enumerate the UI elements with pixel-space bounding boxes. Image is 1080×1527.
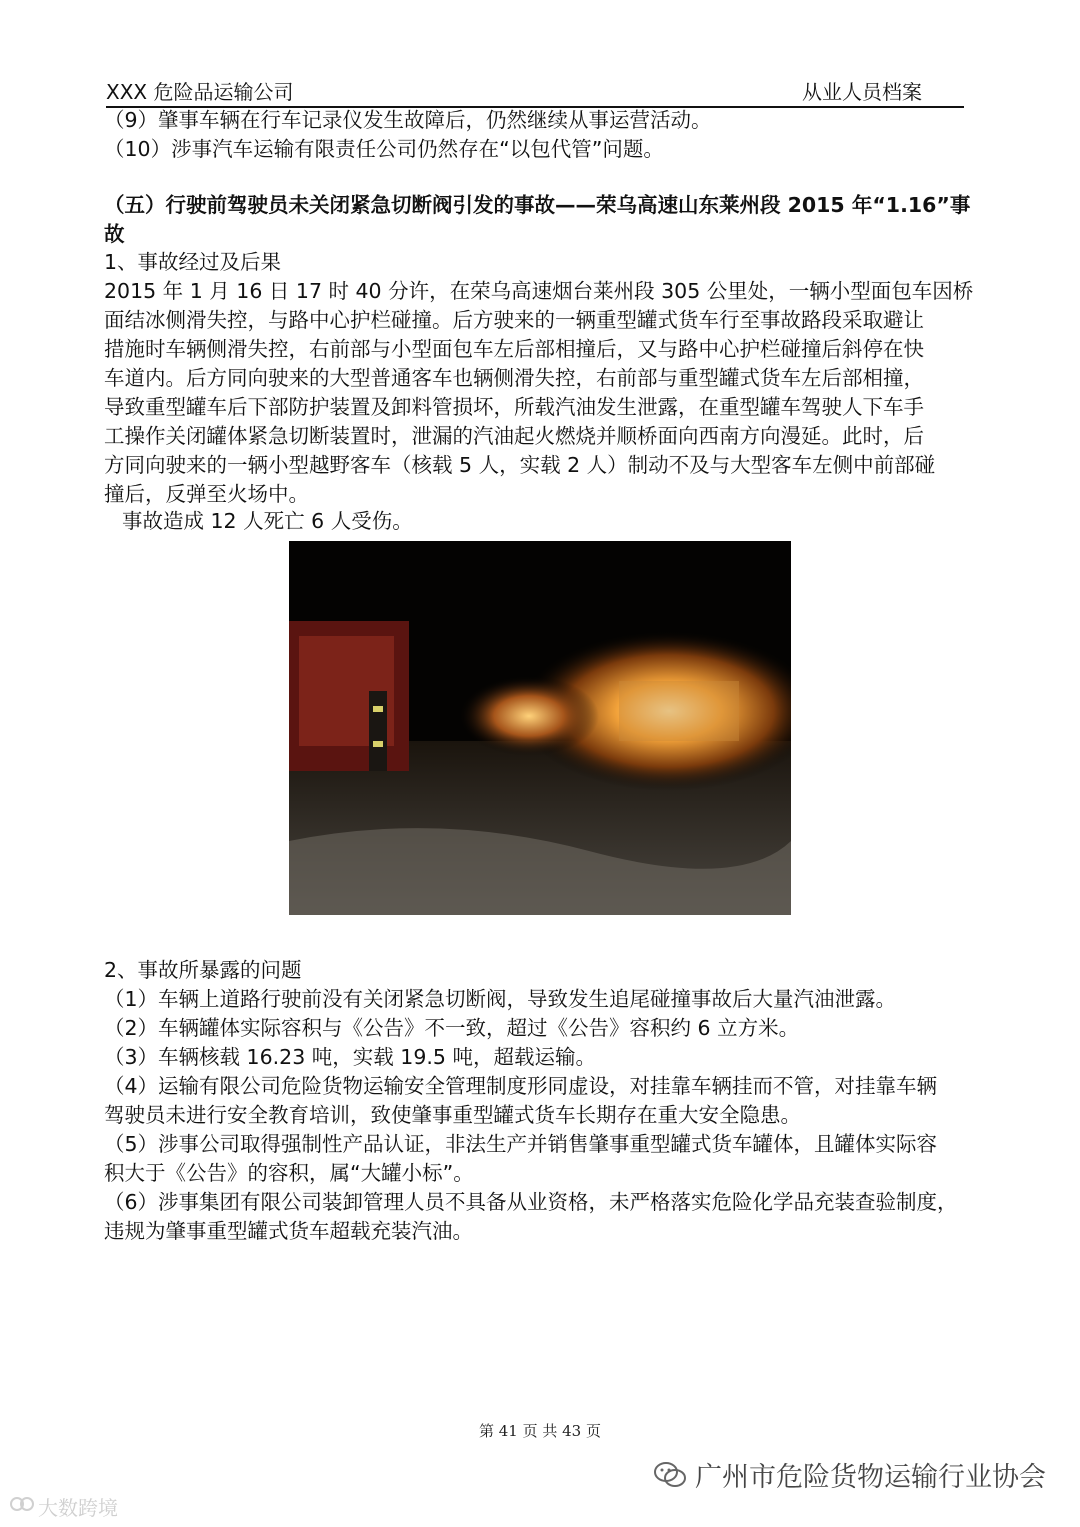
brand-logo-icon: [10, 1494, 34, 1519]
accident-photo: [289, 541, 791, 915]
para-line: 方同向驶来的一辆小型越野客车（核载 5 人，实载 2 人）制动不及与大型客车左侧中前部碰: [104, 453, 936, 477]
watermark-text: 广州市危险货物运输行业协会: [695, 1462, 1046, 1493]
section-heading: （五）行驶前驾驶员未关闭紧急切断阀引发的事故——荣乌高速山东莱州段 2015 年“1.16”事故: [104, 193, 971, 246]
para-line: 面结冰侧滑失控，与路中心护栏碰撞。后方驶来的一辆重型罐式货车行至事故路段采取避让: [104, 308, 924, 332]
brand-watermark-text: 大数跨境: [38, 1496, 118, 1520]
para-line: 车道内。后方同向驶来的大型普通客车也辆侧滑失控，右前部与重型罐式货车左后部相撞，: [104, 366, 924, 390]
problem-item: （6）涉事集团有限公司装卸管理人员不具备从业资格，未严格落实危险化学品充装查验制度，: [104, 1190, 958, 1214]
problem-item: （2）车辆罐体实际容积与《公告》不一致，超过《公告》容积约 6 立方米。: [104, 1016, 800, 1040]
para-line: 2015 年 1 月 16 日 17 时 40 分许，在荣乌高速烟台莱州段 305 公里处，一辆小型面包车因桥: [104, 279, 974, 303]
problem-item: 积大于《公告》的容积，属“大罐小标”。: [104, 1161, 474, 1185]
page-header: [106, 78, 964, 108]
problem-item: （1）车辆上道路行驶前没有关闭紧急切断阀，导致发生追尾碰撞事故后大量汽油泄露。: [104, 987, 897, 1011]
item-10: （10）涉事汽车运输有限责任公司仍然存在“以包代管”问题。: [104, 137, 664, 161]
item-9: （9）肇事车辆在行车记录仪发生故障后，仍然继续从事运营活动。: [104, 108, 712, 132]
page-number: 第 41 页 共 43 页: [478, 1422, 601, 1440]
brand-watermark: [10, 1492, 118, 1521]
problem-item: （3）车辆核载 16.23 吨，实载 19.5 吨，超载运输。: [104, 1045, 596, 1069]
problem-item: （5）涉事公司取得强制性产品认证，非法生产并销售肇事重型罐式货车罐体，且罐体实际容: [104, 1132, 938, 1156]
casualties-text: 事故造成 12 人死亡 6 人受伤。: [122, 509, 413, 533]
problem-item: 驾驶员未进行安全教育培训，致使肇事重型罐式货车长期存在重大安全隐患。: [104, 1103, 801, 1127]
wechat-icon: [653, 1460, 687, 1490]
para-line: 工操作关闭罐体紧急切断装置时，泄漏的汽油起火燃烧并顺桥面向西南方向漫延。此时，后: [104, 424, 924, 448]
para-line: 措施时车辆侧滑失控，右前部与小型面包车左后部相撞后，又与路中心护栏碰撞后斜停在快: [104, 337, 924, 361]
subheading-problems: 2、事故所暴露的问题: [104, 958, 302, 982]
problem-item: （4）运输有限公司危险货物运输安全管理制度形同虚设，对挂靠车辆挂而不管，对挂靠车辆: [104, 1074, 938, 1098]
header-doc-title: 从业人员档案: [802, 80, 922, 104]
para-line: 导致重型罐车后下部防护装置及卸料管损坏，所载汽油发生泄露，在重型罐车驾驶人下车手: [104, 395, 924, 419]
problem-item: 违规为肇事重型罐式货车超载充装汽油。: [104, 1219, 473, 1243]
watermark: [653, 1455, 1046, 1494]
header-company: XXX 危险品运输公司: [106, 80, 294, 104]
subheading-process: 1、事故经过及后果: [104, 250, 282, 274]
para-line: 撞后，反弹至火场中。: [104, 482, 309, 506]
